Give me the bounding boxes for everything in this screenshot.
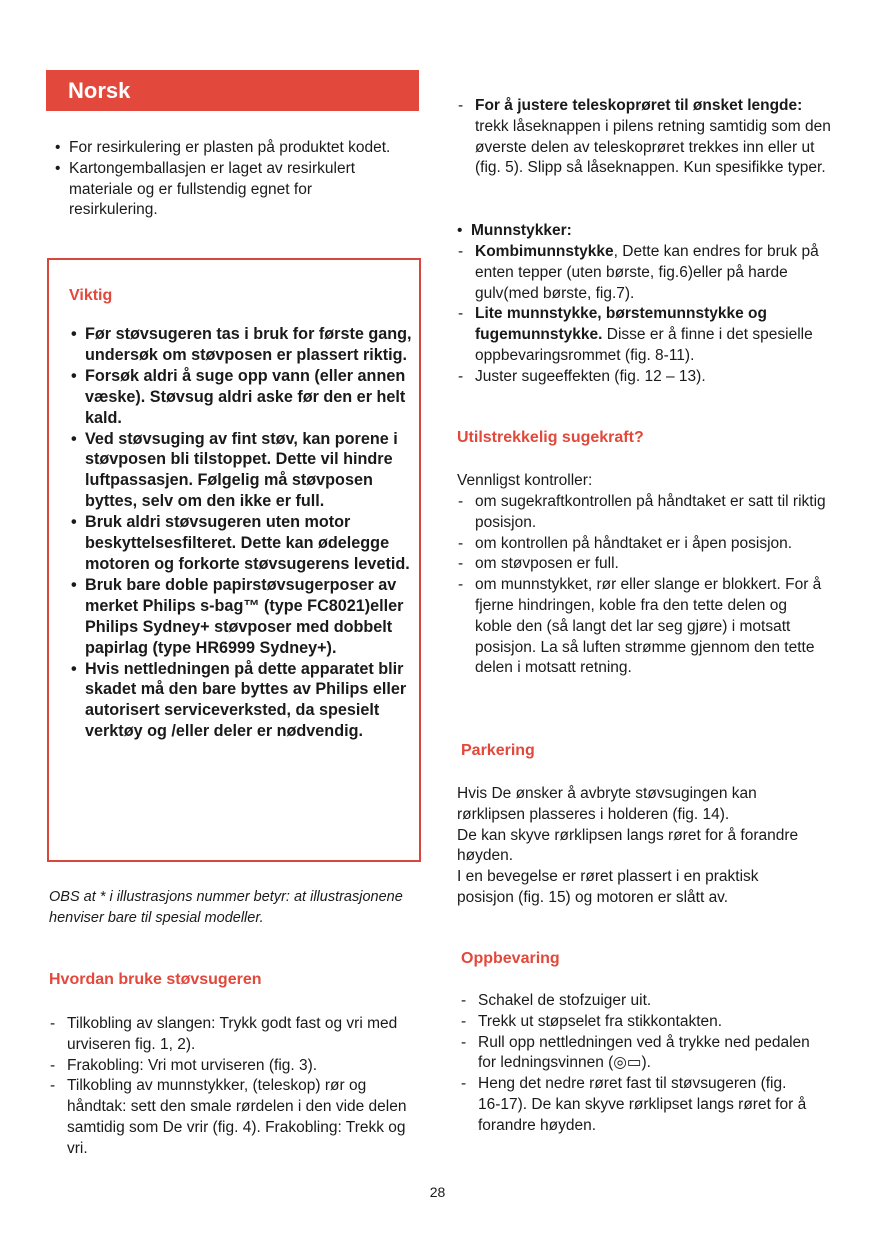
combi-bold: Kombimunnstykke — [475, 243, 614, 260]
model-note: OBS at * i illustrasjons nummer betyr: at illustrasjonene henviser bare til spesial modeller. — [49, 889, 403, 926]
list-item: - Heng det nedre røret fast til støvsugeren (fig. 16-17). De kan skyve rørklipset langs røret for å forandre høyden. — [460, 1074, 810, 1136]
nozzles-title-list — [453, 221, 828, 242]
parking-text — [457, 784, 802, 909]
list-item: - Juster sugeeffekten (fig. 12 – 13). — [457, 367, 832, 388]
small-bold: Lite munnstykke, børstemunnstykke og fugemunnstykke. — [475, 305, 767, 344]
list-item: - om sugekraftkontrollen på håndtaket er satt til riktig posisjon. — [457, 492, 827, 534]
insufficient-heading: Utilstrekkelig sugekraft? — [457, 429, 644, 446]
nozzles-title: Munnstykker: — [471, 222, 572, 239]
recycling-list — [51, 138, 391, 221]
section-label: Norsk — [68, 78, 131, 103]
list-item: - Tilkobling av munnstykker, (teleskop) rør og håndtak: sett den smale rørdelen i den vide delen samtidig som De vrir (fig. 4). Frakobling: Trekk og vri. — [49, 1076, 409, 1159]
insufficient-list — [457, 492, 827, 679]
list-item: • Bruk bare doble papirstøvsugerposer av merket Philips s-bag™ (type FC8021)eller Philips Sydney+ støvposer med dobbelt papirlag (type HR6999 Sydney+). — [67, 575, 412, 659]
important-box — [47, 258, 421, 862]
parking-line: I en bevegelse er røret plassert i en praktisk posisjon (fig. 15) og motoren er slått av. — [457, 868, 759, 906]
list-item: - Schakel de stofzuiger uit. — [460, 991, 810, 1012]
list-item: - Tilkobling av slangen: Trykk godt fast og vri med urviseren fig. 1, 2). — [49, 1014, 409, 1056]
parking-line: Hvis De ønsker å avbryte støvsugingen kan rørklipsen plasseres i holderen (fig. 14). — [457, 785, 757, 823]
list-item — [457, 96, 832, 179]
parking-line: De kan skyve rørklipsen langs røret for å forandre høyden. — [457, 826, 799, 865]
list-item: • Ved støvsuging av fint støv, kan porene i støvposen bli tilstoppet. Dette vil hindre luftpassasjen. Følgelig må støvposen byttes, selv om den ikke er full. — [67, 429, 412, 513]
list-item: - om støvposen er full. — [457, 554, 827, 575]
telescope-list — [457, 96, 832, 179]
insufficient-intro: Vennligst kontroller: — [457, 472, 593, 489]
section-banner — [46, 70, 419, 111]
list-item: • Hvis nettledningen på dette apparatet blir skadet må den bare byttes av Philips eller autorisert serviceverksted, da spesielt verktøy og /eller deler er nødvendig. — [67, 659, 412, 743]
how-to-use-heading: Hvordan bruke støvsugeren — [49, 971, 262, 988]
list-item: - Frakobling: Vri mot urviseren (fig. 3). — [49, 1056, 409, 1077]
list-item: - Rull opp nettledningen ved å trykke ned pedalen for ledningsvinnen (◎▭). — [460, 1033, 810, 1075]
small-text: Disse er å finne i det spesielle oppbevaringsrommet (fig. 8-11). — [475, 326, 813, 364]
storage-heading: Oppbevaring — [461, 950, 560, 967]
page-number: 28 — [429, 1184, 446, 1200]
important-list — [67, 324, 412, 742]
telescope-text: trekk låseknappen i pilens retning samtidig som den øverste delen av teleskoprøret trekkes inn eller ut (fig. 5). Slipp så låseknappen. Kun spesifikke typer. — [475, 117, 831, 177]
list-item: • Bruk aldri støvsugeren uten motor beskyttelsesfilteret. Dette kan ødelegge motoren og forkorte støvsugerens levetid. — [67, 512, 412, 575]
important-title: Viktig — [69, 287, 113, 304]
list-item: • Før støvsugeren tas i bruk for første gang, undersøk om støvposen er plassert riktig. — [67, 324, 412, 366]
list-item — [457, 304, 832, 366]
combi-text: , Dette kan endres for bruk på enten tepper (uten børste, fig.6)eller på harde gulv(med børste, fig.7). — [475, 243, 819, 302]
how-to-use-list — [49, 1014, 409, 1160]
nozzles-list — [457, 242, 832, 388]
telescope-bold: For å justere teleskoprøret til ønsket lengde: — [475, 97, 803, 114]
list-item: • Kartongemballasjen er laget av resirkulert materiale og er fullstendig egnet for resirkulering. — [51, 159, 391, 221]
list-item: • For resirkulering er plasten på produktet kodet. — [51, 138, 391, 159]
list-item — [453, 221, 828, 242]
parking-heading: Parkering — [461, 742, 535, 759]
list-item — [457, 242, 832, 304]
list-item: - om munnstykket, rør eller slange er blokkert. For å fjerne hindringen, koble fra den tette delen og koble den (så langt det lar seg gjøre) i motsatt posisjon. La så luften strømme gjennom den tette delen i motsatt retning. — [457, 575, 827, 679]
list-item: - Trekk ut støpselet fra stikkontakten. — [460, 1012, 810, 1033]
storage-list — [460, 991, 810, 1137]
list-item: - om kontrollen på håndtaket er i åpen posisjon. — [457, 534, 827, 555]
list-item: • Forsøk aldri å suge opp vann (eller annen væske). Støvsug aldri aske før den er helt kald. — [67, 366, 412, 429]
